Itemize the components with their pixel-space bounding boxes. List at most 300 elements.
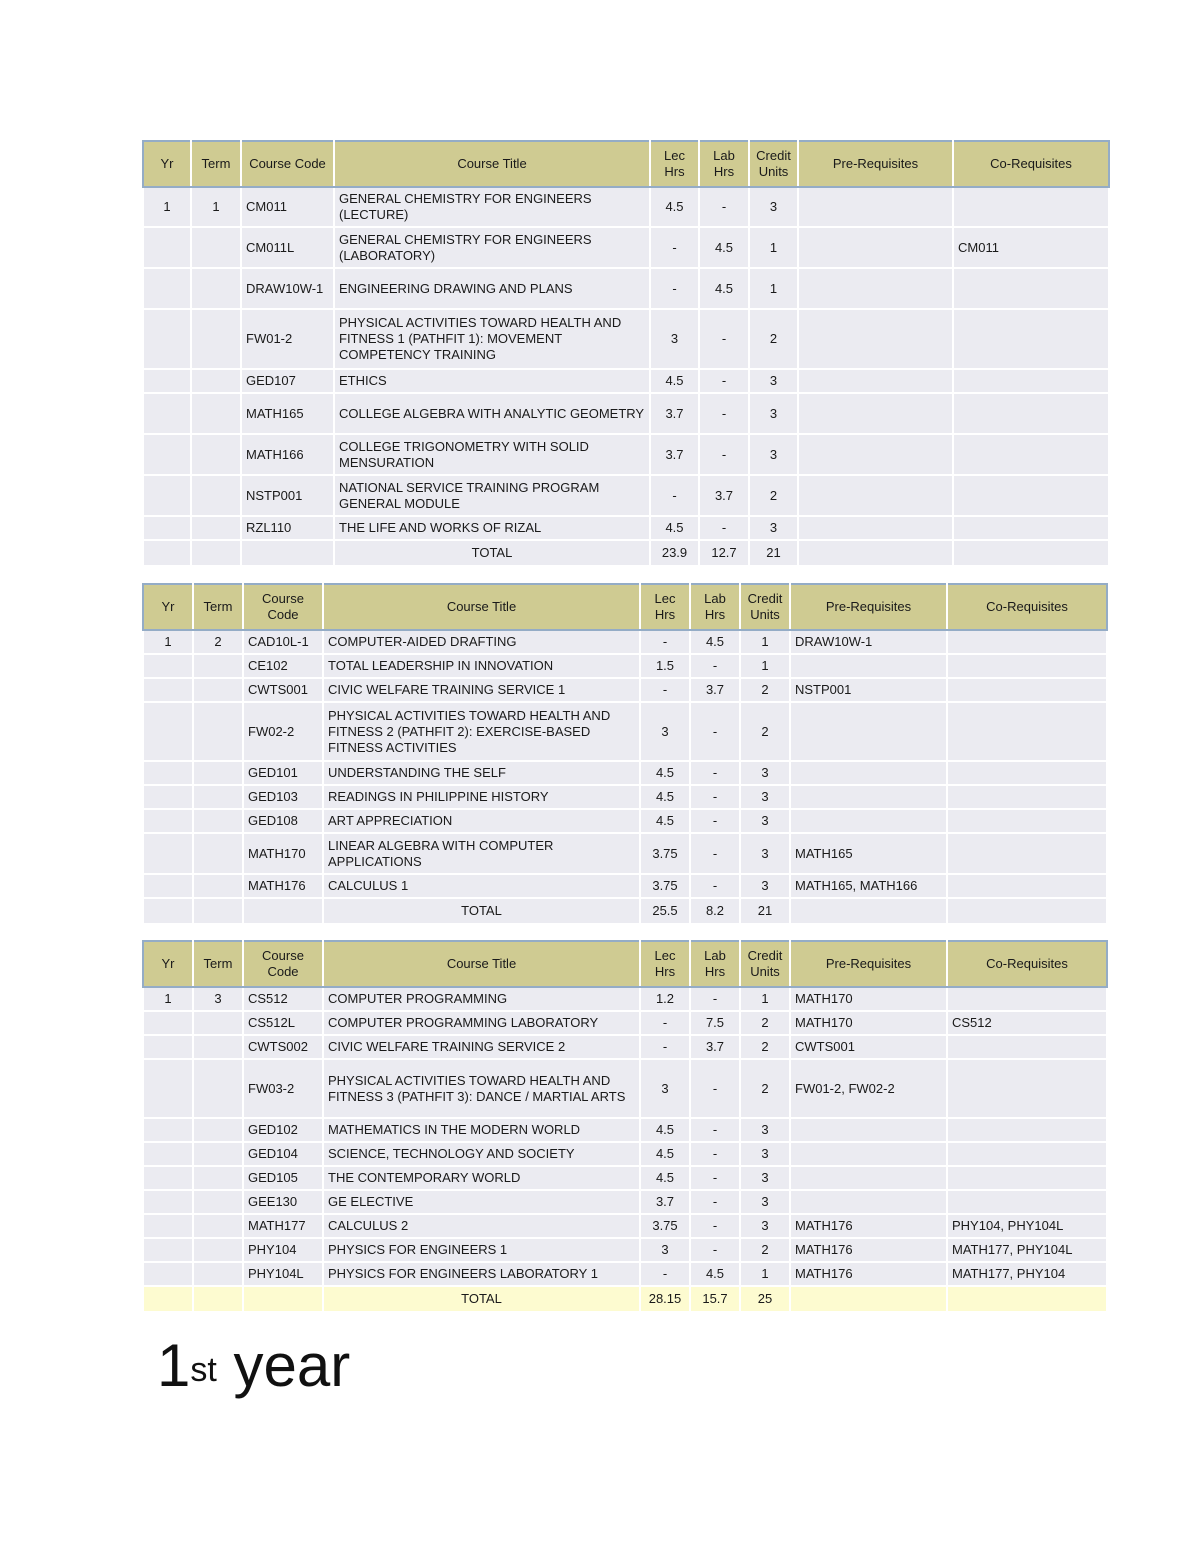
cell-pre-requisites	[798, 309, 953, 369]
cell-term	[193, 833, 243, 874]
header-co-requisites: Co-Requisites	[953, 141, 1109, 187]
cell-course-title: NATIONAL SERVICE TRAINING PROGRAM GENERAL MODULE	[334, 475, 650, 516]
cell-course-title: CIVIC WELFARE TRAINING SERVICE 1	[323, 678, 640, 702]
cell-lec-hrs: 4.5	[650, 516, 699, 540]
cell-pre-requisites	[798, 268, 953, 309]
cell-yr	[143, 1166, 193, 1190]
cell-co-requisites: PHY104, PHY104L	[947, 1214, 1107, 1238]
cell-lec-hrs: -	[650, 475, 699, 516]
term-2-table	[142, 583, 1108, 925]
cell-term: 1	[191, 187, 241, 227]
total-blank	[947, 898, 1107, 924]
cell-lab-hrs: 4.5	[699, 227, 749, 268]
cell-course-code: FW02-2	[243, 702, 323, 761]
cell-term	[193, 1035, 243, 1059]
cell-course-title: GENERAL CHEMISTRY FOR ENGINEERS (LABORATORY)	[334, 227, 650, 268]
cell-term	[193, 785, 243, 809]
cell-lab-hrs: -	[690, 1059, 740, 1118]
cell-credit-units: 1	[740, 1262, 790, 1286]
cell-credit-units: 3	[740, 785, 790, 809]
cell-course-title: SCIENCE, TECHNOLOGY AND SOCIETY	[323, 1142, 640, 1166]
total-lab-hrs: 12.7	[699, 540, 749, 566]
cell-course-title: CIVIC WELFARE TRAINING SERVICE 2	[323, 1035, 640, 1059]
cell-pre-requisites	[798, 227, 953, 268]
cell-term	[193, 1262, 243, 1286]
header-lab-hrs: Lab Hrs	[690, 584, 740, 630]
cell-lab-hrs: -	[690, 809, 740, 833]
header-course-title: Course Title	[334, 141, 650, 187]
header-term: Term	[193, 941, 243, 987]
cell-course-title: PHYSICAL ACTIVITIES TOWARD HEALTH AND FITNESS 1 (PATHFIT 1): MOVEMENT COMPETENCY TRAINING	[334, 309, 650, 369]
cell-credit-units: 2	[740, 702, 790, 761]
cell-lec-hrs: 4.5	[640, 1142, 690, 1166]
header-course-title: Course Title	[323, 941, 640, 987]
cell-co-requisites	[947, 1059, 1107, 1118]
table-row	[143, 187, 1109, 227]
cell-course-code: GED105	[243, 1166, 323, 1190]
cell-yr	[143, 702, 193, 761]
cell-pre-requisites	[798, 516, 953, 540]
cell-course-title: THE CONTEMPORARY WORLD	[323, 1166, 640, 1190]
cell-course-title: COMPUTER-AIDED DRAFTING	[323, 630, 640, 654]
cell-co-requisites: MATH177, PHY104L	[947, 1238, 1107, 1262]
cell-pre-requisites: MATH165	[790, 833, 947, 874]
table-row	[143, 516, 1109, 540]
cell-lab-hrs: -	[699, 516, 749, 540]
table-row	[143, 393, 1109, 434]
cell-pre-requisites: MATH176	[790, 1214, 947, 1238]
header-yr: Yr	[143, 584, 193, 630]
cell-lab-hrs: -	[699, 369, 749, 393]
cell-course-title: COLLEGE ALGEBRA WITH ANALYTIC GEOMETRY	[334, 393, 650, 434]
total-blank	[143, 898, 193, 924]
cell-course-code: RZL110	[241, 516, 334, 540]
header-co-requisites: Co-Requisites	[947, 584, 1107, 630]
cell-term	[193, 1059, 243, 1118]
cell-term	[193, 1142, 243, 1166]
cell-credit-units: 3	[749, 187, 798, 227]
total-blank	[790, 1286, 947, 1312]
cell-lab-hrs: -	[690, 987, 740, 1011]
cell-course-code: CS512	[243, 987, 323, 1011]
cell-credit-units: 3	[749, 393, 798, 434]
cell-lab-hrs: 3.7	[690, 1035, 740, 1059]
cell-course-code: CWTS001	[243, 678, 323, 702]
header-credit-units: Credit Units	[749, 141, 798, 187]
cell-co-requisites: CS512	[947, 1011, 1107, 1035]
table-row	[143, 268, 1109, 309]
table-row	[143, 761, 1107, 785]
total-row	[143, 540, 1109, 566]
cell-lec-hrs: 3.75	[640, 1214, 690, 1238]
cell-pre-requisites	[790, 1118, 947, 1142]
year-number: 1	[157, 1332, 191, 1399]
cell-lab-hrs: -	[690, 654, 740, 678]
total-label: TOTAL	[334, 540, 650, 566]
cell-yr	[143, 1035, 193, 1059]
cell-pre-requisites	[798, 187, 953, 227]
cell-yr	[143, 1214, 193, 1238]
cell-co-requisites	[947, 785, 1107, 809]
cell-course-code: MATH166	[241, 434, 334, 475]
cell-co-requisites	[947, 1190, 1107, 1214]
cell-yr	[143, 1238, 193, 1262]
cell-course-code: CE102	[243, 654, 323, 678]
cell-co-requisites	[947, 630, 1107, 654]
cell-credit-units: 2	[740, 1059, 790, 1118]
cell-term	[191, 369, 241, 393]
cell-lab-hrs: 4.5	[690, 630, 740, 654]
cell-pre-requisites	[798, 434, 953, 475]
cell-course-code: MATH177	[243, 1214, 323, 1238]
cell-course-title: PHYSICAL ACTIVITIES TOWARD HEALTH AND FITNESS 2 (PATHFIT 2): EXERCISE-BASED FITNESS ACTIVITIES	[323, 702, 640, 761]
cell-course-title: PHYSICS FOR ENGINEERS LABORATORY 1	[323, 1262, 640, 1286]
cell-lec-hrs: -	[640, 1262, 690, 1286]
cell-credit-units: 3	[749, 369, 798, 393]
cell-course-code: FW03-2	[243, 1059, 323, 1118]
cell-credit-units: 1	[740, 630, 790, 654]
cell-pre-requisites: CWTS001	[790, 1035, 947, 1059]
cell-lec-hrs: 3.7	[650, 434, 699, 475]
table-row	[143, 1118, 1107, 1142]
cell-lec-hrs: 3.7	[640, 1190, 690, 1214]
cell-term	[193, 1238, 243, 1262]
cell-credit-units: 1	[740, 987, 790, 1011]
cell-lec-hrs: 4.5	[640, 809, 690, 833]
cell-pre-requisites	[790, 1142, 947, 1166]
cell-course-title: READINGS IN PHILIPPINE HISTORY	[323, 785, 640, 809]
cell-course-title: ART APPRECIATION	[323, 809, 640, 833]
cell-lec-hrs: 4.5	[650, 187, 699, 227]
cell-yr	[143, 227, 191, 268]
total-blank	[191, 540, 241, 566]
cell-lec-hrs: -	[640, 678, 690, 702]
total-blank	[241, 540, 334, 566]
cell-lec-hrs: 3	[640, 1238, 690, 1262]
cell-term	[191, 475, 241, 516]
cell-credit-units: 3	[740, 1142, 790, 1166]
cell-course-code: DRAW10W-1	[241, 268, 334, 309]
cell-lab-hrs: -	[690, 702, 740, 761]
cell-course-code: CM011	[241, 187, 334, 227]
header-course-code: Course Code	[243, 584, 323, 630]
header-pre-requisites: Pre-Requisites	[798, 141, 953, 187]
cell-pre-requisites: NSTP001	[790, 678, 947, 702]
cell-credit-units: 3	[740, 874, 790, 898]
cell-co-requisites	[947, 987, 1107, 1011]
cell-lab-hrs: 3.7	[699, 475, 749, 516]
header-term: Term	[191, 141, 241, 187]
cell-term	[193, 702, 243, 761]
cell-course-title: ENGINEERING DRAWING AND PLANS	[334, 268, 650, 309]
cell-lec-hrs: 4.5	[650, 369, 699, 393]
cell-co-requisites	[947, 1118, 1107, 1142]
cell-pre-requisites: MATH165, MATH166	[790, 874, 947, 898]
cell-co-requisites	[947, 1142, 1107, 1166]
cell-lec-hrs: -	[640, 630, 690, 654]
cell-term	[193, 678, 243, 702]
cell-term	[193, 1166, 243, 1190]
cell-credit-units: 1	[749, 227, 798, 268]
table-row	[143, 809, 1107, 833]
table-row	[143, 1059, 1107, 1118]
cell-credit-units: 3	[740, 833, 790, 874]
cell-term	[193, 1214, 243, 1238]
table-row	[143, 369, 1109, 393]
cell-yr	[143, 1059, 193, 1118]
header-course-code: Course Code	[241, 141, 334, 187]
total-row	[143, 898, 1107, 924]
cell-term	[191, 393, 241, 434]
cell-lab-hrs: -	[690, 1190, 740, 1214]
cell-co-requisites	[947, 1035, 1107, 1059]
cell-lab-hrs: -	[690, 833, 740, 874]
table-row	[143, 874, 1107, 898]
cell-lec-hrs: 4.5	[640, 785, 690, 809]
cell-co-requisites	[947, 809, 1107, 833]
cell-credit-units: 2	[749, 309, 798, 369]
cell-yr	[143, 369, 191, 393]
cell-course-title: TOTAL LEADERSHIP IN INNOVATION	[323, 654, 640, 678]
cell-term	[191, 268, 241, 309]
cell-co-requisites	[947, 654, 1107, 678]
table-row	[143, 654, 1107, 678]
cell-co-requisites	[953, 369, 1109, 393]
table-row	[143, 1190, 1107, 1214]
header-lec-hrs: Lec Hrs	[640, 584, 690, 630]
cell-lec-hrs: 3	[640, 1059, 690, 1118]
cell-yr	[143, 874, 193, 898]
year-word: year	[233, 1332, 351, 1399]
cell-yr	[143, 678, 193, 702]
header-credit-units: Credit Units	[740, 941, 790, 987]
cell-course-title: PHYSICAL ACTIVITIES TOWARD HEALTH AND FITNESS 3 (PATHFIT 3): DANCE / MARTIAL ARTS	[323, 1059, 640, 1118]
cell-credit-units: 1	[740, 654, 790, 678]
cell-yr: 1	[143, 630, 193, 654]
total-blank	[143, 540, 191, 566]
total-label: TOTAL	[323, 1286, 640, 1312]
header-credit-units: Credit Units	[740, 584, 790, 630]
cell-course-title: GE ELECTIVE	[323, 1190, 640, 1214]
cell-co-requisites	[947, 1166, 1107, 1190]
cell-credit-units: 3	[740, 1214, 790, 1238]
cell-lec-hrs: 1.5	[640, 654, 690, 678]
cell-course-code: MATH170	[243, 833, 323, 874]
table-row	[143, 1142, 1107, 1166]
table-row	[143, 630, 1107, 654]
cell-credit-units: 3	[740, 761, 790, 785]
total-blank	[243, 898, 323, 924]
cell-co-requisites	[953, 268, 1109, 309]
cell-course-code: MATH165	[241, 393, 334, 434]
cell-lab-hrs: -	[690, 1166, 740, 1190]
cell-lab-hrs: 3.7	[690, 678, 740, 702]
cell-yr	[143, 434, 191, 475]
cell-credit-units: 3	[740, 1190, 790, 1214]
cell-lec-hrs: -	[650, 227, 699, 268]
total-blank	[143, 1286, 193, 1312]
cell-course-title: CALCULUS 2	[323, 1214, 640, 1238]
cell-term	[191, 309, 241, 369]
table-row	[143, 702, 1107, 761]
cell-lec-hrs: -	[640, 1011, 690, 1035]
cell-yr	[143, 309, 191, 369]
cell-term	[193, 1118, 243, 1142]
table-row	[143, 833, 1107, 874]
year-ordinal-suffix: st	[190, 1351, 217, 1389]
cell-course-code: CWTS002	[243, 1035, 323, 1059]
cell-lab-hrs: 4.5	[690, 1262, 740, 1286]
cell-lec-hrs: 4.5	[640, 1166, 690, 1190]
cell-credit-units: 2	[740, 1011, 790, 1035]
cell-yr: 1	[143, 987, 193, 1011]
cell-pre-requisites: DRAW10W-1	[790, 630, 947, 654]
cell-lab-hrs: -	[690, 785, 740, 809]
cell-term	[193, 1011, 243, 1035]
cell-course-title: ETHICS	[334, 369, 650, 393]
cell-term	[193, 1190, 243, 1214]
header-yr: Yr	[143, 941, 193, 987]
cell-pre-requisites	[790, 785, 947, 809]
cell-term	[191, 516, 241, 540]
cell-course-code: PHY104L	[243, 1262, 323, 1286]
cell-yr: 1	[143, 187, 191, 227]
cell-lab-hrs: -	[699, 309, 749, 369]
cell-term	[191, 227, 241, 268]
header-pre-requisites: Pre-Requisites	[790, 584, 947, 630]
cell-course-title: GENERAL CHEMISTRY FOR ENGINEERS (LECTURE)	[334, 187, 650, 227]
cell-pre-requisites: FW01-2, FW02-2	[790, 1059, 947, 1118]
cell-term	[191, 434, 241, 475]
cell-pre-requisites	[790, 761, 947, 785]
cell-pre-requisites: MATH176	[790, 1262, 947, 1286]
cell-yr	[143, 654, 193, 678]
cell-co-requisites	[947, 678, 1107, 702]
cell-course-code: GED102	[243, 1118, 323, 1142]
table-row	[143, 1166, 1107, 1190]
cell-pre-requisites: MATH170	[790, 1011, 947, 1035]
cell-lec-hrs: 3.75	[640, 874, 690, 898]
cell-course-code: GED101	[243, 761, 323, 785]
table-row	[143, 227, 1109, 268]
cell-credit-units: 2	[740, 678, 790, 702]
header-lab-hrs: Lab Hrs	[699, 141, 749, 187]
cell-yr	[143, 516, 191, 540]
header-yr: Yr	[143, 141, 191, 187]
cell-lab-hrs: -	[699, 434, 749, 475]
cell-term: 2	[193, 630, 243, 654]
cell-lec-hrs: 3.7	[650, 393, 699, 434]
cell-co-requisites	[953, 187, 1109, 227]
cell-course-code: CS512L	[243, 1011, 323, 1035]
cell-lab-hrs: -	[690, 761, 740, 785]
cell-term	[193, 874, 243, 898]
cell-pre-requisites: MATH176	[790, 1238, 947, 1262]
cell-credit-units: 3	[749, 516, 798, 540]
table-row	[143, 785, 1107, 809]
cell-co-requisites	[953, 393, 1109, 434]
cell-pre-requisites: MATH170	[790, 987, 947, 1011]
cell-pre-requisites	[790, 654, 947, 678]
header-lab-hrs: Lab Hrs	[690, 941, 740, 987]
cell-lec-hrs: 3	[650, 309, 699, 369]
cell-lec-hrs: 4.5	[640, 1118, 690, 1142]
table-row	[143, 309, 1109, 369]
header-pre-requisites: Pre-Requisites	[790, 941, 947, 987]
table-row	[143, 475, 1109, 516]
cell-course-code: NSTP001	[241, 475, 334, 516]
total-credit-units: 21	[740, 898, 790, 924]
cell-co-requisites	[947, 761, 1107, 785]
cell-yr	[143, 393, 191, 434]
cell-yr	[143, 475, 191, 516]
cell-lec-hrs: 3.75	[640, 833, 690, 874]
cell-course-code: CM011L	[241, 227, 334, 268]
cell-course-code: PHY104	[243, 1238, 323, 1262]
cell-pre-requisites	[790, 702, 947, 761]
cell-credit-units: 3	[740, 1166, 790, 1190]
cell-course-code: GED103	[243, 785, 323, 809]
cell-pre-requisites	[798, 475, 953, 516]
cell-lab-hrs: -	[690, 1118, 740, 1142]
cell-lab-hrs: -	[690, 1214, 740, 1238]
header-lec-hrs: Lec Hrs	[640, 941, 690, 987]
cell-course-code: GED108	[243, 809, 323, 833]
cell-pre-requisites	[790, 1166, 947, 1190]
cell-course-code: MATH176	[243, 874, 323, 898]
total-blank	[243, 1286, 323, 1312]
total-lec-hrs: 25.5	[640, 898, 690, 924]
total-row	[143, 1286, 1107, 1312]
cell-course-title: LINEAR ALGEBRA WITH COMPUTER APPLICATIONS	[323, 833, 640, 874]
cell-lec-hrs: 4.5	[640, 761, 690, 785]
cell-lab-hrs: -	[699, 187, 749, 227]
cell-credit-units: 2	[740, 1035, 790, 1059]
cell-co-requisites	[953, 309, 1109, 369]
cell-yr	[143, 1262, 193, 1286]
total-lec-hrs: 28.15	[640, 1286, 690, 1312]
table-row	[143, 434, 1109, 475]
term-1-table	[142, 140, 1110, 567]
total-label: TOTAL	[323, 898, 640, 924]
header-course-code: Course Code	[243, 941, 323, 987]
total-lab-hrs: 8.2	[690, 898, 740, 924]
year-label	[157, 1330, 350, 1402]
cell-co-requisites: MATH177, PHY104	[947, 1262, 1107, 1286]
total-blank	[790, 898, 947, 924]
cell-yr	[143, 268, 191, 309]
table-row	[143, 1262, 1107, 1286]
cell-course-code: GED104	[243, 1142, 323, 1166]
cell-co-requisites	[947, 702, 1107, 761]
cell-lab-hrs: 7.5	[690, 1011, 740, 1035]
cell-lec-hrs: 1.2	[640, 987, 690, 1011]
cell-co-requisites	[953, 434, 1109, 475]
cell-credit-units: 2	[749, 475, 798, 516]
cell-credit-units: 2	[740, 1238, 790, 1262]
cell-lec-hrs: -	[650, 268, 699, 309]
header-co-requisites: Co-Requisites	[947, 941, 1107, 987]
header-term: Term	[193, 584, 243, 630]
total-blank	[193, 898, 243, 924]
cell-lab-hrs: -	[699, 393, 749, 434]
cell-yr	[143, 1118, 193, 1142]
cell-course-title: THE LIFE AND WORKS OF RIZAL	[334, 516, 650, 540]
cell-yr	[143, 809, 193, 833]
cell-term: 3	[193, 987, 243, 1011]
cell-term	[193, 809, 243, 833]
total-credit-units: 21	[749, 540, 798, 566]
